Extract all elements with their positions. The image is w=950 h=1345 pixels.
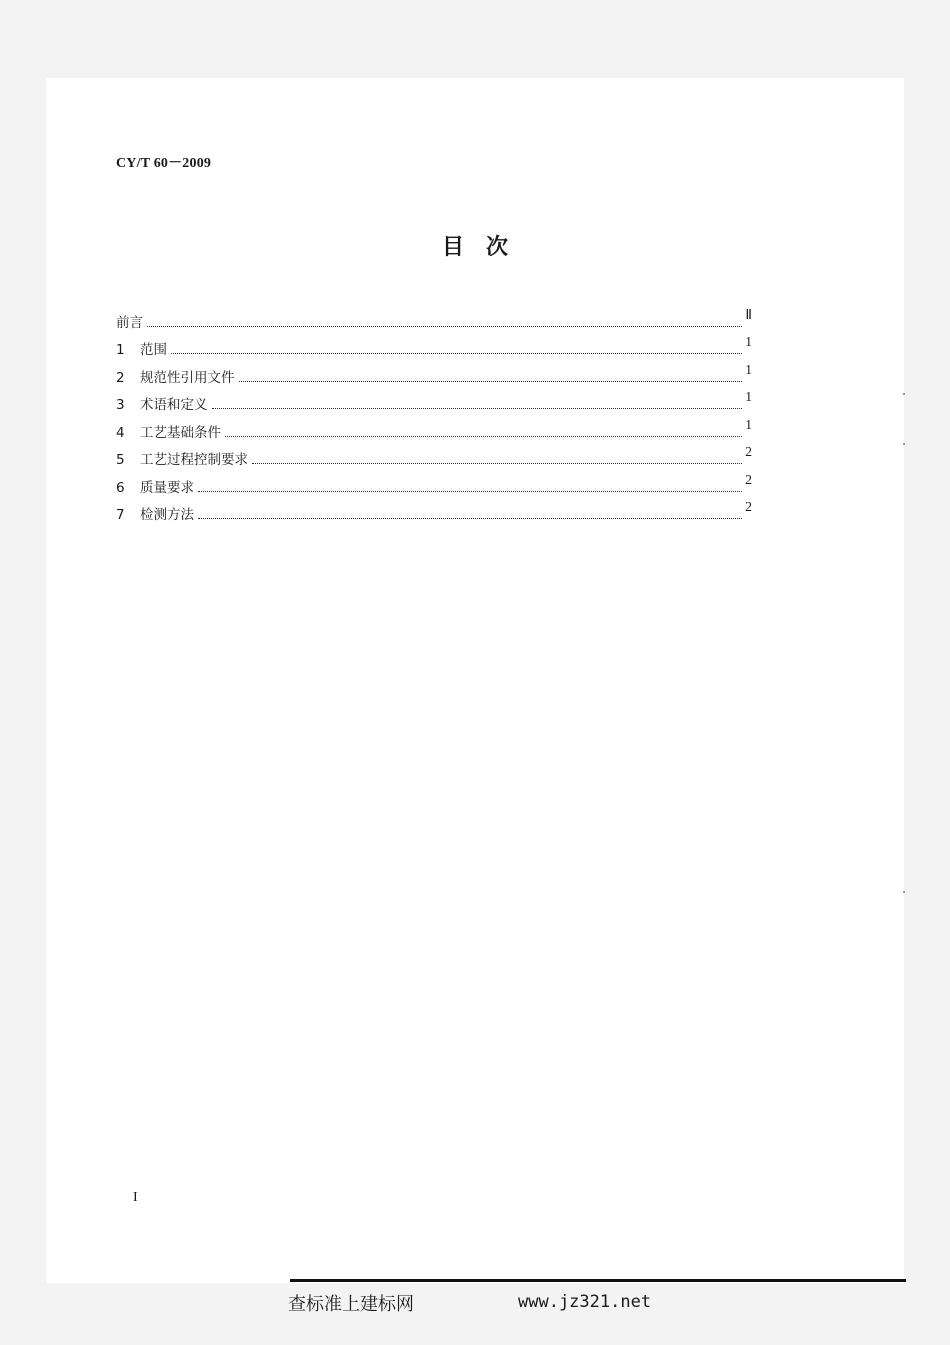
scan-speck <box>903 891 905 893</box>
toc-entry-page: Ⅱ <box>745 306 752 322</box>
toc-entry-foreword[interactable] <box>116 303 752 331</box>
toc-entry-2[interactable] <box>116 358 752 386</box>
toc-entry-page: 2 <box>745 444 752 459</box>
toc-entry-page: 1 <box>745 416 752 432</box>
toc-entry-label: 规范性引用文件 <box>140 369 235 386</box>
toc-entry-page: 2 <box>745 499 752 514</box>
scan-speck <box>903 393 905 395</box>
footer-rule <box>290 1279 906 1282</box>
toc-entry-number: 5 <box>116 452 125 468</box>
toc-entry-page: 1 <box>745 389 752 404</box>
toc-entry-1[interactable] <box>116 331 752 359</box>
toc-entry-page: 1 <box>745 361 752 377</box>
dot-leader <box>147 325 742 327</box>
dot-leader <box>239 380 743 382</box>
toc-entry-label: 工艺过程控制要求 <box>140 452 248 468</box>
toc-entry-label: 范围 <box>140 342 167 358</box>
toc-entry-label: 前言 <box>116 314 143 331</box>
dot-leader <box>212 407 743 409</box>
toc-entry-label: 术语和定义 <box>140 397 208 413</box>
toc-title: 目 次 <box>441 235 508 260</box>
document-code: CY/T 60－2009 <box>116 156 212 171</box>
toc-entry-number: 4 <box>116 424 125 441</box>
scan-speck <box>903 443 905 445</box>
toc-entry-label: 工艺基础条件 <box>140 424 221 441</box>
toc-entry-label: 检测方法 <box>140 507 194 523</box>
page-number: I <box>133 1190 138 1205</box>
toc-entry-page: 2 <box>745 471 752 487</box>
toc-entry-page: 1 <box>745 334 752 349</box>
footer-site-name: 查标准上建标网 <box>288 1294 414 1315</box>
toc-entry-number: 2 <box>116 369 125 386</box>
dot-leader <box>198 490 742 492</box>
toc-entry-5[interactable] <box>116 441 752 469</box>
toc-entry-label: 质量要求 <box>140 479 194 496</box>
toc-entry-number: 6 <box>116 479 125 496</box>
toc-entry-number: 7 <box>116 507 125 523</box>
dot-leader <box>225 435 742 437</box>
toc-entry-7[interactable] <box>116 496 752 524</box>
toc-entry-3[interactable] <box>116 386 752 414</box>
footer-url[interactable]: www.jz321.net <box>518 1292 652 1312</box>
dot-leader <box>198 517 742 519</box>
dot-leader <box>252 462 742 464</box>
table-of-contents <box>116 303 752 523</box>
toc-entry-number: 3 <box>116 397 125 413</box>
toc-entry-6[interactable] <box>116 468 752 496</box>
toc-entry-4[interactable] <box>116 413 752 441</box>
toc-entry-number: 1 <box>116 342 125 358</box>
dot-leader <box>171 352 742 354</box>
